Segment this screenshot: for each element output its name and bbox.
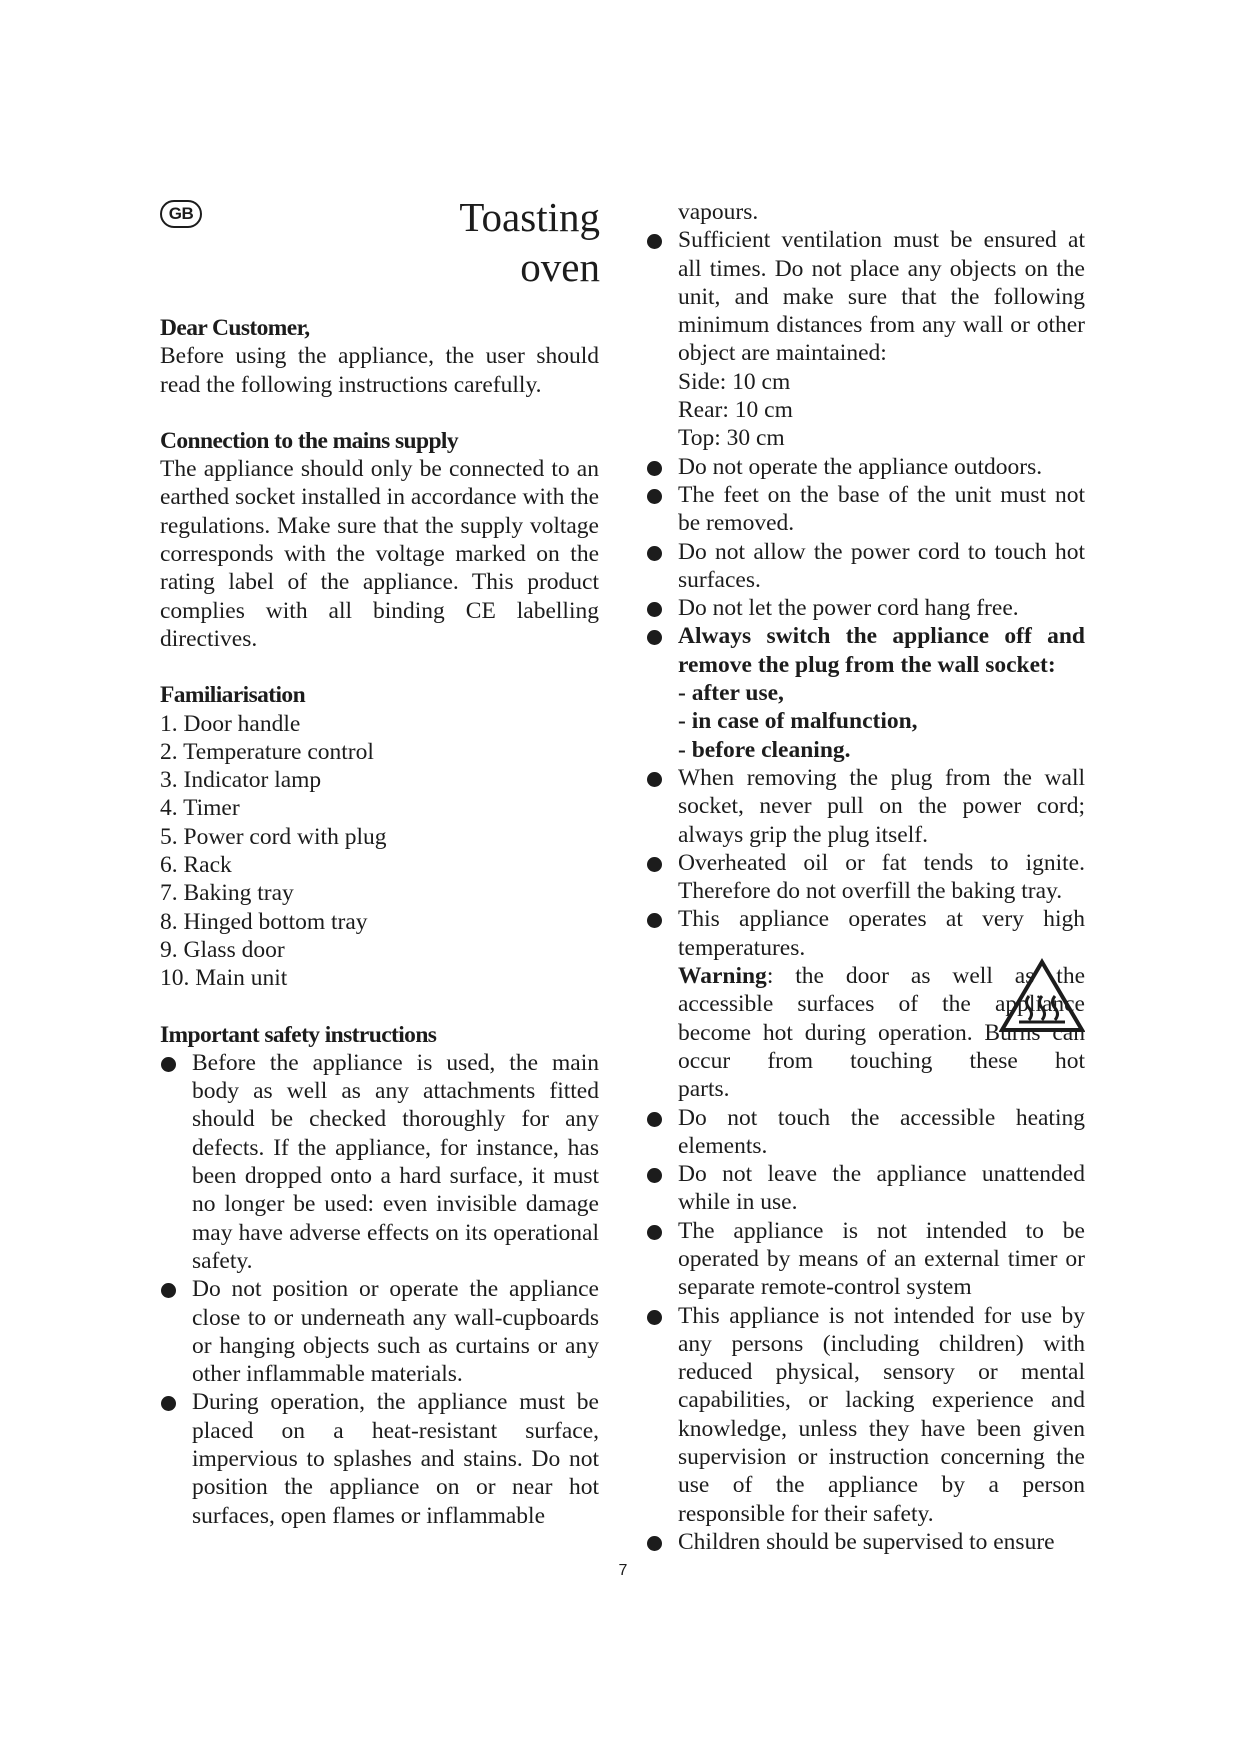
list-item: Do not position or operate the appliance close to or underneath any wall-cupboards or hanging objects such as curtains or any other inflammable materials. — [160, 1275, 599, 1388]
safety-list — [160, 1049, 599, 1530]
ventilation-text: Sufficient ventilation must be ensured at all times. Do not place any objects on the unit, and make sure that the following minimum distances from any wall or other object are maintained: — [678, 227, 1085, 367]
list-item — [646, 226, 1085, 452]
list-item: The appliance is not intended to be operated by means of an external timer or separate remote-control system — [646, 1217, 1085, 1302]
connection-heading: Connection to the mains supply — [160, 427, 458, 454]
hot-surface-warning-icon — [999, 958, 1085, 1034]
case-malfunction: - in case of malfunction, — [678, 708, 918, 735]
list-item: 10. Main unit — [160, 965, 288, 992]
list-item: The feet on the base of the unit must not be removed. — [646, 481, 1085, 538]
list-item — [646, 622, 1085, 763]
connection-text: The appliance should only be connected to an earthed socket installed in accordance with the regulations. Make sure that the supply voltage corresponds with the voltage marked on the rating label of the appliance. This product complies with all binding CE labelling directives. — [160, 456, 599, 652]
list-item: Overheated oil or fat tends to ignite. Therefore do not overfill the baking tray. — [646, 849, 1085, 906]
warning-body: : the door as well as the accessible surfaces of the appliance become hot during operation. Burns can occur from touching these hot parts. — [678, 963, 1085, 1103]
list-item: 4. Timer — [160, 795, 240, 822]
left-column — [160, 314, 599, 1530]
list-item: Do not let the power cord hang free. — [646, 594, 1085, 622]
warning-label: Warning — [678, 963, 767, 990]
parts-list — [160, 710, 599, 993]
right-column — [646, 198, 1085, 1556]
intro-text: Before using the appliance, the user should read the following instructions carefully. — [160, 343, 599, 398]
list-item: 9. Glass door — [160, 936, 285, 963]
list-item: Before the appliance is used, the main body as well as any attachments fitted should be checked thoroughly for any defects. If the appliance, for instance, has been dropped onto a hard surface, it must no longer be used: even invisible damage may have adverse effects on its operational safety. — [160, 1049, 599, 1275]
list-item: 3. Indicator lamp — [160, 767, 322, 794]
list-item: Do not touch the accessible heating elements. — [646, 1104, 1085, 1161]
list-item: When removing the plug from the wall socket, never pull on the power cord; always grip the plug itself. — [646, 764, 1085, 849]
language-badge: GB — [160, 200, 202, 228]
list-item: Children should be supervised to ensure — [646, 1528, 1085, 1556]
distance-top: Top: 30 cm — [678, 425, 785, 452]
distance-side: Side: 10 cm — [678, 368, 791, 395]
list-item: 7. Baking tray — [160, 880, 294, 907]
safety-heading: Important safety instructions — [160, 1021, 437, 1048]
list-item: 6. Rack — [160, 852, 232, 879]
page-number: 7 — [618, 1562, 628, 1579]
list-item: This appliance is not intended for use by any persons (including children) with reduced physical, sensory or mental capabilities, or lacking experience and knowledge, unless they have been given supervision or instruction concerning the use of the appliance by a person responsible for their safety. — [646, 1302, 1085, 1528]
list-item: Do not leave the appliance unattended while in use. — [646, 1160, 1085, 1217]
warning-block — [678, 962, 1085, 1103]
list-item: 2. Temperature control — [160, 738, 374, 765]
list-item: 8. Hinged bottom tray — [160, 908, 368, 935]
list-item — [646, 905, 1085, 1103]
safety-list-continued — [646, 226, 1085, 1556]
greeting: Dear Customer, — [160, 315, 310, 341]
continued-text: vapours. — [678, 199, 759, 225]
list-item: Do not allow the power cord to touch hot surfaces. — [646, 538, 1085, 595]
familiarisation-heading: Familiarisation — [160, 682, 306, 709]
list-item: During operation, the appliance must be placed on a heat-resistant surface, impervious to splashes and stains. Do not position the appliance on or near hot surfaces, open flames or inflammable — [160, 1388, 599, 1529]
list-item: 5. Power cord with plug — [160, 823, 387, 850]
case-after-use: - after use, — [678, 680, 784, 707]
list-item: Do not operate the appliance outdoors. — [646, 453, 1085, 481]
high-temperature-text: This appliance operates at very high temperatures. — [678, 906, 1085, 961]
list-item: 1. Door handle — [160, 710, 301, 737]
page-title: Toasting oven — [459, 194, 600, 290]
case-before-cleaning: - before cleaning. — [678, 736, 851, 763]
distance-rear: Rear: 10 cm — [678, 397, 793, 424]
switch-off-text: Always switch the appliance off and remove the plug from the wall socket: — [678, 623, 1085, 678]
